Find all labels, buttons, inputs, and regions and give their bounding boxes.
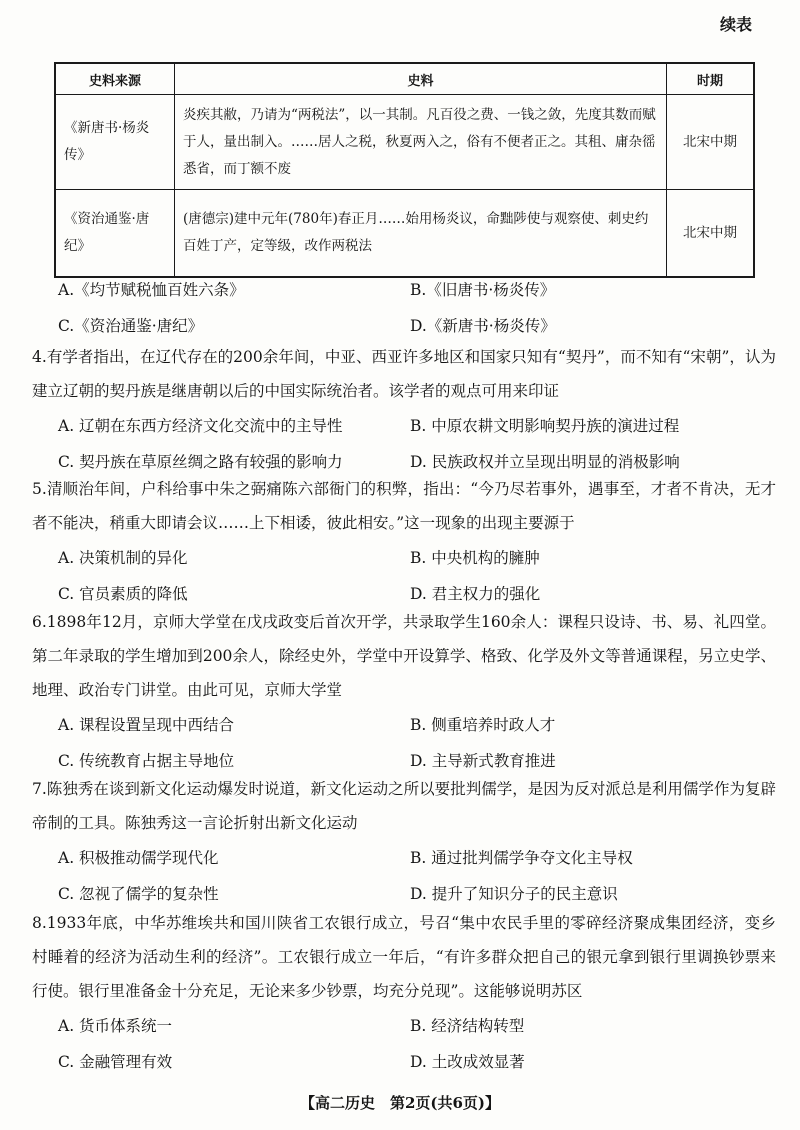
option-c[interactable]: C. 官员素质的降低 [58,585,188,603]
option-b[interactable]: B. 中央机构的臃肿 [410,549,540,567]
option-a[interactable]: A. 课程设置呈现中西结合 [58,716,235,734]
row-text: (唐德宗)建中元年(780年)春正月……始用杨炎议，命黜陟使与观察使、刺史约百姓丁产，定等级，改作两税法 [175,190,667,278]
table-row [55,95,754,190]
table-row [55,190,754,278]
option-c[interactable]: C. 金融管理有效 [58,1053,173,1071]
page-footer: 【高二历史 第2页(共6页)】 [299,1094,501,1112]
question-5 [32,472,776,612]
option-d[interactable]: D. 提升了知识分子的民主意识 [410,885,618,903]
question-stem: 5.清顺治年间，户科给事中朱之弼痛陈六部衙门的积弊，指出：“今乃尽若事外，遇事至，才者不肯决，无才者不能决，稍重大即请会议……上下相诿，彼此相安。”这一现象的出现主要源于 [32,480,776,532]
option-b[interactable]: B. 中原农耕文明影响契丹族的演进过程 [410,417,680,435]
q3-option-a[interactable]: A.《均节赋税恤百姓六条》 [58,281,245,299]
q3-option-d[interactable]: D.《新唐书·杨炎传》 [410,317,556,335]
option-a[interactable]: A. 辽朝在东西方经济文化交流中的主导性 [58,417,343,435]
question-stem: 6.1898年12月，京师大学堂在戊戌政变后首次开学，共录取学生160余人：课程只设诗、书、易、礼四堂。第二年录取的学生增加到200余人，除经史外，学堂中开设算学、格致、化学及外文等普通课程，另立史学、地理、政治专门讲堂。由此可见，京师大学堂 [32,613,776,699]
option-b[interactable]: B. 经济结构转型 [410,1017,525,1035]
question-4 [32,340,776,480]
source-table [54,62,755,278]
header-period: 时期 [667,63,755,95]
continued-table-label: 续表 [719,15,752,34]
q3-option-b[interactable]: B.《旧唐书·杨炎传》 [410,281,556,299]
option-d[interactable]: D. 主导新式教育推进 [410,752,556,770]
option-a[interactable]: A. 决策机制的异化 [58,549,188,567]
question-stem: 4.有学者指出，在辽代存在的200余年间，中亚、西亚许多地区和国家只知有“契丹”，而不知有“宋朝”，认为建立辽朝的契丹族是继唐朝以后的中国实际统治者。该学者的观点可用来印证 [32,348,776,400]
option-c[interactable]: C. 契丹族在草原丝绸之路有较强的影响力 [58,453,343,471]
row-source: 《资治通鉴·唐纪》 [55,190,175,278]
question-7 [32,772,776,912]
row-source: 《新唐书·杨炎传》 [55,95,175,190]
option-c[interactable]: C. 忽视了儒学的复杂性 [58,885,219,903]
question-8 [32,906,776,1080]
question-6 [32,605,776,779]
row-text: 炎疾其敝，乃请为“两税法”，以一其制。凡百役之费、一钱之敛，先度其数而赋于人，量出制入。……居人之税，秋夏两入之，俗有不便者正之。其租、庸杂徭悉省，而丁额不废 [175,95,667,190]
table-header-row [55,63,754,95]
option-c[interactable]: C. 传统教育占据主导地位 [58,752,235,770]
header-source: 史料来源 [55,63,175,95]
q3-option-c[interactable]: C.《资治通鉴·唐纪》 [58,317,204,335]
option-b[interactable]: B. 侧重培养时政人才 [410,716,556,734]
row-period: 北宋中期 [667,190,755,278]
row-period: 北宋中期 [667,95,755,190]
option-a[interactable]: A. 货币体系统一 [58,1017,173,1035]
option-a[interactable]: A. 积极推动儒学现代化 [58,849,219,867]
option-d[interactable]: D. 君主权力的强化 [410,585,541,603]
option-d[interactable]: D. 民族政权并立呈现出明显的消极影响 [410,453,680,471]
question-stem: 8.1933年底，中华苏维埃共和国川陕省工农银行成立，号召“集中农民手里的零碎经济聚成集团经济，变乡村睡着的经济为活动生利的经济”。工农银行成立一年后，“有许多群众把自己的银元拿到银行里调换钞票来行使。银行里准备金十分充足，无论来多少钞票，均充分兑现”。这能够说明苏区 [32,914,776,1000]
option-d[interactable]: D. 土改成效显著 [410,1053,525,1071]
header-text: 史料 [175,63,667,95]
question-stem: 7.陈独秀在谈到新文化运动爆发时说道，新文化运动之所以要批判儒学，是因为反对派总是利用儒学作为复辟帝制的工具。陈独秀这一言论折射出新文化运动 [32,780,776,832]
q3-options [58,272,758,344]
option-b[interactable]: B. 通过批判儒学争夺文化主导权 [410,849,633,867]
